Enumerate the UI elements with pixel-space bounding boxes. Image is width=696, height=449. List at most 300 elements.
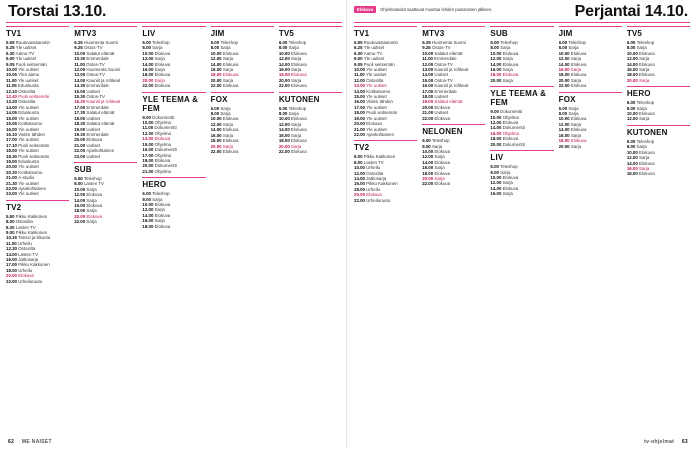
listing-column [354, 26, 417, 429]
program-title: Yle uutiset [18, 148, 39, 154]
program-time: 9.00 [354, 56, 364, 62]
program-title: Sarja [291, 67, 302, 73]
program-time: 8.00 [278, 111, 289, 117]
program-time: 16.00 [354, 99, 367, 105]
program-entry [490, 191, 553, 196]
program-time: 12.00 [626, 155, 640, 161]
program-time: 20.00 [354, 192, 367, 198]
program-time: 22.00 [74, 148, 87, 154]
program-title: Elokuva [639, 111, 655, 117]
program-title: Sarja [154, 218, 165, 224]
program-time: 10.00 [422, 148, 435, 154]
program-time: 20.00 [6, 164, 19, 170]
program-title: Sarja [639, 116, 650, 122]
program-time: 6.00 [354, 154, 364, 160]
program-entry [354, 132, 417, 137]
program-title: Salatut elämät [86, 121, 115, 127]
program-entry [422, 116, 485, 121]
channel-heading: JIM [211, 26, 274, 38]
program-title: Teleshop [152, 191, 170, 197]
program-title: Salatut elämät [86, 50, 115, 56]
program-entry [142, 224, 205, 229]
program-time: 17.00 [142, 152, 155, 158]
program-title: Lasten TV [83, 181, 104, 187]
program-title: Sarja [502, 180, 513, 186]
program-title: Sarja [291, 121, 302, 127]
program-time: 14.00 [74, 77, 87, 83]
program-time: 17.00 [6, 137, 19, 143]
program-title: Elokuva [291, 61, 307, 67]
channel-heading: TV5 [279, 26, 342, 38]
program-title: Uutiset [434, 94, 449, 100]
program-title: Elokuva [434, 159, 451, 165]
program-time: 14.00 [558, 61, 571, 67]
program-entry [559, 83, 622, 88]
program-time: 11.05 [6, 83, 18, 89]
program-title: Puoli seitsemän [363, 61, 395, 67]
program-title: Viiden tähden [366, 99, 393, 105]
program-time: 20.00 [354, 121, 367, 127]
program-time: 19.00 [354, 115, 367, 121]
program-time: 12.00 [278, 56, 292, 62]
program-title: Puoli seitsemän [18, 142, 50, 148]
channel-heading: YLE TEEMA & FEM [142, 92, 205, 113]
program-title: Sarja [636, 105, 647, 111]
program-title: Yle uutiset [366, 94, 387, 100]
program-title: Emmerdale [434, 88, 457, 94]
program-time: 12.00 [558, 56, 571, 62]
program-time: 16.00 [74, 202, 87, 208]
program-title: Ostosilta [366, 77, 384, 83]
program-title: Ajankohtainen [18, 185, 47, 191]
program-title: Elokuva [639, 50, 655, 56]
program-title: Kauniit ja rohkeat [86, 77, 121, 83]
program-title: Elokuva [291, 83, 307, 89]
program-title: Teleshop [288, 40, 307, 45]
program-time: 18.00 [354, 186, 367, 192]
program-time: 8.30 [6, 224, 16, 230]
program-title: Eduskunta [18, 110, 39, 116]
program-time: 18.30 [6, 153, 19, 159]
program-time: 18.00 [210, 138, 223, 144]
program-title: Ohjelma [502, 130, 519, 136]
program-time: 22.00 [210, 148, 223, 154]
program-time: 22.00 [74, 219, 87, 225]
channel-heading: HERO [142, 177, 205, 189]
program-time: 6.30 [354, 50, 364, 56]
program-title: Elokuva [18, 273, 34, 279]
program-title: Sarja [636, 45, 647, 51]
program-time: 17.00 [6, 262, 19, 268]
program-time: 20.00 [490, 141, 503, 147]
program-time: 6.00 [278, 40, 289, 45]
program-time: 5.50 [6, 213, 16, 219]
program-time: 10.00 [210, 50, 223, 56]
program-time: 16.00 [490, 130, 503, 136]
program-time: 18.00 [490, 136, 503, 142]
program-title: Teleshop [500, 164, 518, 170]
channel-heading: LIV [490, 150, 553, 162]
program-time: 17.00 [422, 88, 435, 94]
program-time: 9.00 [142, 114, 153, 120]
program-time: 6.25 [422, 40, 432, 45]
footer-label-right: tv-ohjelmat [644, 439, 675, 445]
program-time: 6.00 [490, 40, 501, 45]
legend-text: Ohjelmatiedot saattavat muuttua lehden painamisen jälkeen. [380, 7, 493, 12]
program-title: Teleshop [568, 40, 586, 45]
program-time: 17.00 [354, 104, 367, 110]
program-time: 6.00 [422, 138, 432, 144]
program-title: Ruutuvastaanotin [363, 40, 398, 45]
program-time: 18.00 [626, 72, 640, 78]
program-time: 21.30 [6, 180, 19, 186]
channel-heading: MTV3 [74, 26, 137, 38]
program-title: Elokuva [154, 61, 171, 67]
program-time: 12.00 [422, 154, 435, 160]
program-title: Dokumentti [154, 147, 177, 153]
program-title: Elokuva [434, 181, 451, 187]
program-title: Sarja [222, 132, 234, 138]
program-time: 6.00 [490, 164, 501, 170]
program-time: 15.00 [6, 115, 19, 121]
program-time: 16.00 [558, 132, 571, 138]
program-time: 10.00 [422, 50, 435, 56]
listing-column [142, 26, 205, 429]
page-number-left: 62 [8, 439, 15, 445]
program-title: Sarja [220, 111, 231, 117]
program-title: Yle uutiset [18, 191, 39, 197]
program-title: Urheilu [18, 267, 33, 273]
program-title: Elokuva [570, 83, 587, 89]
program-title: Yle uutiset [366, 104, 387, 110]
program-time: 12.00 [422, 61, 435, 67]
program-time: 21.00 [6, 175, 19, 181]
program-time: 18.00 [422, 170, 435, 176]
program-title: Ohjelma [154, 141, 171, 147]
program-title: Sarja [570, 121, 582, 127]
program-time: 12.00 [278, 121, 292, 127]
program-title: Elokuva [639, 72, 655, 78]
program-title: Sarja [639, 56, 650, 62]
program-time: 15.00 [142, 141, 155, 147]
program-title: Aamu-TV [363, 50, 383, 56]
program-title: Ohjelma [154, 120, 171, 126]
program-time: 22.00 [422, 181, 435, 187]
program-title: Elokuva [570, 116, 587, 122]
program-time: 14.00 [490, 185, 503, 191]
program-title: Sarja [434, 175, 445, 181]
program-time: 6.25 [354, 45, 364, 51]
program-time: 20.00 [278, 143, 292, 149]
program-title: Teleshop [636, 40, 655, 45]
program-time: 16.00 [278, 132, 292, 138]
program-title: Sarja [154, 56, 165, 62]
program-title: Lasten TV [18, 251, 39, 257]
program-time: 10.00 [490, 174, 503, 180]
program-time: 18.00 [558, 72, 571, 78]
page-number-right: 63 [681, 439, 688, 445]
program-title: Huomenta Suomi [83, 40, 118, 45]
program-title: Sarja [152, 45, 163, 51]
program-time: 20.00 [142, 163, 155, 169]
program-title: Emmerdale [86, 104, 109, 110]
listing-column [211, 26, 274, 429]
channel-heading: TV1 [354, 26, 417, 38]
program-time: 14.00 [354, 175, 367, 181]
program-time: 16.00 [142, 147, 155, 153]
program-title: Salatut elämät [86, 110, 115, 116]
program-title: Puoli seitsemän [366, 110, 398, 116]
program-time: 13.20 [6, 99, 19, 105]
program-title: Urheiluruutu [366, 197, 391, 203]
program-title: Ruutuvastaanotin [15, 40, 50, 45]
program-title: Ostosilta [18, 88, 36, 94]
program-title: Ajankohtainen [86, 148, 115, 154]
program-title: Teleshop [431, 138, 450, 144]
program-title: Elokuva [502, 174, 519, 180]
program-time: 22.00 [354, 197, 367, 203]
program-title: Sarja [502, 67, 513, 73]
program-title: Ohjelma [502, 114, 519, 120]
program-time: 15.00 [422, 77, 435, 83]
program-time: 12.00 [490, 56, 503, 62]
program-time: 12.00 [558, 121, 571, 127]
program-time: 14.00 [210, 61, 223, 67]
program-title: Sarja [154, 77, 165, 83]
program-title: Teleshop [83, 175, 102, 181]
program-time: 16.00 [626, 67, 640, 73]
program-title: Sarja [502, 56, 513, 62]
program-entry [490, 142, 553, 147]
program-title: Elokuva [570, 61, 587, 67]
program-time: 10.00 [210, 116, 223, 122]
program-time: 20.00 [210, 143, 223, 149]
program-entry [6, 279, 69, 284]
program-time: 16.00 [210, 67, 223, 73]
program-time: 5.55 [354, 40, 364, 45]
program-time: 10.00 [354, 67, 367, 73]
program-time: 8.00 [422, 143, 432, 149]
program-title: Sarja [568, 105, 579, 111]
program-time: 8.00 [6, 219, 16, 225]
program-title: Sarja [291, 77, 302, 83]
program-time: 16.00 [490, 191, 503, 197]
program-title: Sarja [636, 144, 647, 150]
program-time: 10.00 [74, 50, 87, 56]
program-time: 8.00 [74, 181, 84, 187]
program-time: 10.00 [490, 114, 503, 120]
program-entry [490, 78, 553, 83]
program-entry [627, 78, 690, 83]
program-title: Elokuva [154, 136, 171, 142]
program-time: 11.00 [6, 77, 18, 83]
program-time: 5.55 [6, 40, 16, 45]
program-title: Uutiset [86, 153, 101, 159]
program-time: 10.00 [558, 116, 571, 122]
program-time: 18.00 [142, 157, 155, 163]
program-time: 14.00 [422, 159, 435, 165]
program-time: 14.05 [6, 110, 19, 116]
program-entry [422, 181, 485, 186]
program-entry [142, 83, 205, 88]
program-time: 21.00 [74, 142, 87, 148]
program-title: Elokuva [222, 83, 239, 89]
program-time: 10.00 [278, 50, 292, 56]
program-title: Pikku Kakkonen [363, 154, 396, 160]
program-time: 21.00 [354, 126, 367, 132]
program-time: 6.00 [142, 191, 153, 197]
program-title: Elokuva [86, 192, 103, 198]
program-time: 6.00 [626, 138, 637, 144]
program-title: Urheiluruutu [18, 278, 43, 284]
program-title: Sarja [570, 143, 582, 149]
program-time: 10.00 [558, 50, 571, 56]
program-title: Elokuva [434, 115, 451, 121]
program-time: 10.00 [354, 165, 367, 171]
program-time: 14.00 [490, 61, 503, 67]
program-time: 8.00 [626, 144, 637, 150]
program-title: Sarja [568, 45, 579, 51]
program-time: 18.00 [278, 72, 292, 78]
program-title: Ajankohtainen [366, 131, 395, 137]
program-time: 8.00 [490, 169, 501, 175]
program-time: 12.40 [6, 94, 19, 100]
program-title: Eduskunta [18, 158, 39, 164]
channel-heading: JIM [559, 26, 622, 38]
program-title: Pikku Kakkonen [15, 230, 48, 235]
program-time: 14.00 [142, 61, 155, 67]
program-title: Sarja [288, 45, 299, 51]
program-title: Elokuva [291, 138, 307, 144]
program-time: 6.00 [142, 40, 153, 45]
program-title: Uutiset [86, 88, 101, 94]
program-title: Sarja [220, 105, 231, 111]
program-time: 10.00 [626, 149, 640, 155]
listing-column [627, 26, 690, 429]
program-time: 19.30 [74, 131, 87, 137]
program-entry [211, 149, 274, 154]
program-time: 6.00 [626, 100, 637, 106]
program-title: Ostosilta [18, 99, 36, 105]
program-time: 9.05 [6, 61, 16, 67]
program-time: 6.00 [558, 40, 569, 45]
program-title: Yle uutiset [363, 45, 385, 51]
program-time: 12.00 [142, 207, 155, 213]
program-title: Yle uutiset [366, 126, 387, 132]
program-time: 8.00 [490, 45, 501, 51]
program-title: Elokuva [570, 138, 587, 144]
program-time: 13.00 [74, 72, 87, 78]
program-title: Elokuva [366, 192, 382, 198]
channel-heading: LIV [142, 26, 205, 38]
program-title: Huomenta Suomi [431, 40, 466, 45]
program-time: 6.00 [626, 40, 637, 45]
program-time: 14.00 [558, 127, 571, 133]
program-title: Elokuva [570, 50, 587, 56]
program-title: Elokuva [222, 61, 239, 67]
program-entry [627, 116, 690, 121]
program-time: 22.00 [354, 131, 367, 137]
program-time: 10.00 [142, 201, 155, 207]
program-time: 16.00 [142, 218, 155, 224]
program-title: Sarja [500, 45, 511, 51]
program-time: 19.00 [6, 158, 19, 164]
program-time: 11.00 [6, 240, 18, 246]
channel-heading: HERO [627, 86, 690, 98]
program-title: Sarja [568, 111, 579, 117]
program-time: 14.00 [278, 61, 292, 67]
right-columns [354, 26, 690, 429]
program-title: Yle uutiset [366, 67, 387, 73]
program-time: 18.00 [6, 148, 19, 154]
program-title: Sarja [434, 154, 445, 160]
program-time: 20.00 [74, 137, 87, 143]
program-title: Sarja [434, 165, 445, 171]
program-title: Elokuva [154, 50, 171, 56]
program-title: Teleshop [500, 40, 518, 45]
header-rule-right [354, 22, 690, 23]
program-title: Sarja [570, 77, 582, 83]
program-time: 8.00 [558, 45, 569, 51]
program-time: 10.00 [142, 120, 155, 126]
program-time: 18.00 [6, 267, 19, 273]
program-title: Uutiset [86, 142, 101, 148]
right-page [348, 0, 696, 449]
program-time: 18.00 [74, 115, 87, 121]
program-time: 22.00 [6, 278, 19, 284]
program-time: 16.00 [278, 67, 292, 73]
program-title: Elokuva [291, 116, 307, 122]
program-time: 8.00 [558, 111, 569, 117]
program-time: 6.30 [6, 50, 16, 56]
program-title: Elokuva [434, 148, 451, 154]
program-time: 8.00 [626, 105, 637, 111]
legend-tag: Elokuva [354, 6, 376, 13]
program-time: 10.30 [74, 56, 87, 62]
program-title: Elokuva [222, 116, 239, 122]
program-time: 12.00 [490, 120, 503, 126]
program-title: Uutiset [86, 126, 101, 132]
program-time: 10.00 [278, 116, 292, 122]
program-entry [142, 169, 205, 174]
program-title: Yle uutiset [363, 56, 385, 62]
program-time: 14.00 [354, 88, 367, 94]
program-time: 19.00 [74, 126, 87, 132]
program-title: Pikku Kakkonen [366, 181, 398, 187]
program-title: Elokuva [154, 83, 171, 89]
program-entry [74, 154, 137, 159]
program-time: 11.00 [422, 56, 435, 62]
program-title: Yle uutiset [18, 104, 39, 110]
program-time: 9.05 [354, 61, 364, 67]
program-title: Yle uutiset [366, 115, 387, 121]
program-title: Elokuva [639, 149, 655, 155]
program-title: Yle uutiset [18, 126, 39, 132]
program-time: 10.00 [6, 67, 19, 73]
program-time: 14.00 [422, 72, 435, 78]
program-time: 8.00 [278, 45, 289, 51]
program-title: Ohjelma [154, 168, 171, 174]
program-title: Elokuva [639, 171, 655, 177]
program-time: 14.00 [210, 127, 223, 133]
program-time: 20.30 [6, 169, 19, 175]
program-time: 8.00 [142, 45, 153, 51]
program-time: 17.10 [6, 142, 19, 148]
program-time: 14.30 [74, 83, 87, 89]
program-title: Elokuva [154, 201, 171, 207]
program-title: Aamu-TV [15, 50, 35, 56]
program-time: 12.00 [354, 170, 367, 176]
